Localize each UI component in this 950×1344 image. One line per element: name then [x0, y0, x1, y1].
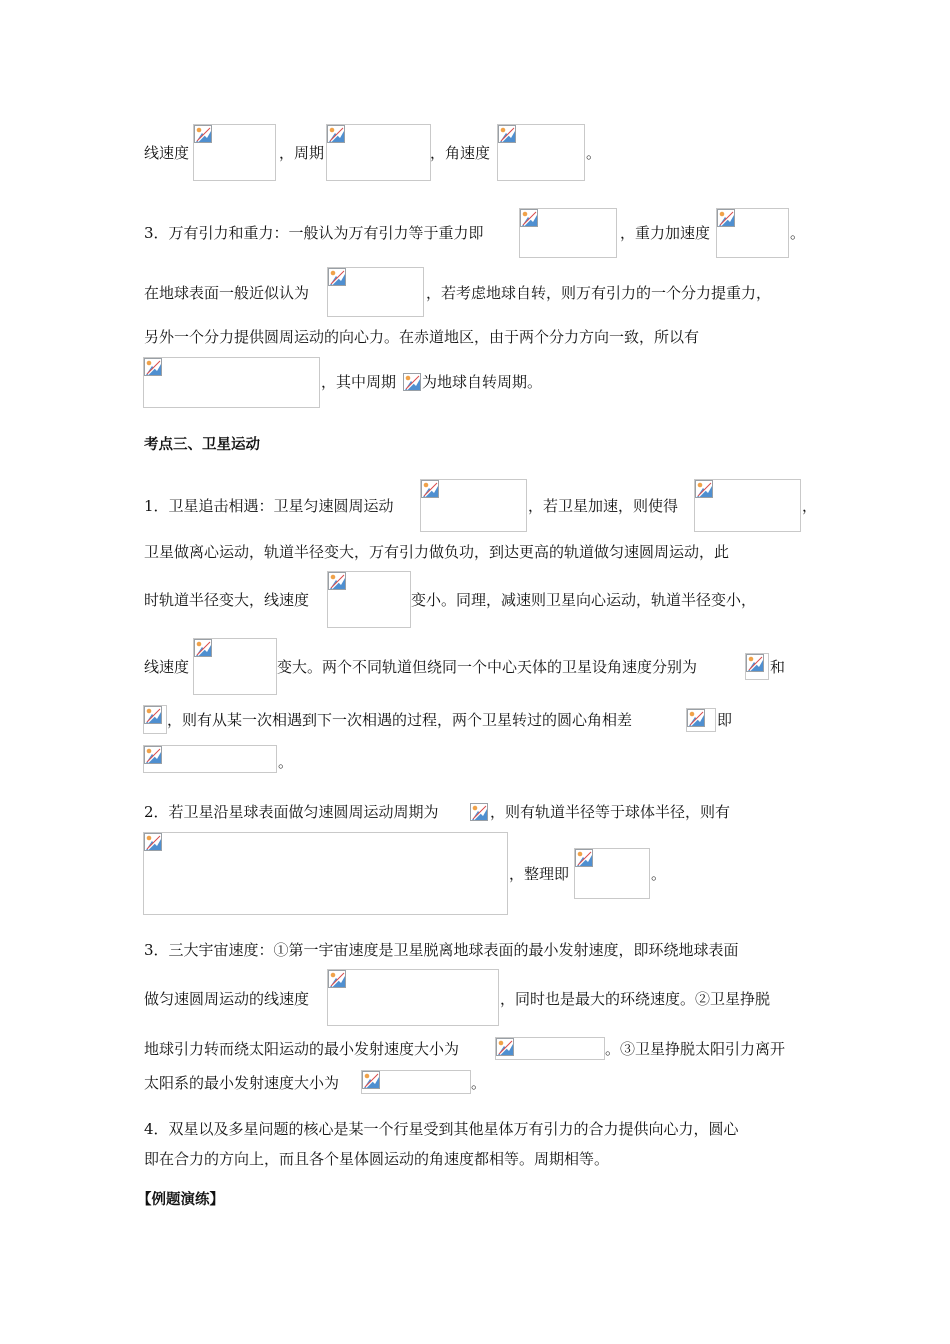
text-line: 线速度 [144, 144, 190, 162]
text-line: 。 [790, 224, 806, 242]
text-line: 另外一个分力提供圆周运动的向心力。在赤道地区，由于两个分力方向一致，所以有 [144, 328, 700, 346]
formula-image [716, 208, 789, 258]
text-line: 在地球表面一般近似认为 [144, 284, 310, 302]
broken-image-icon [746, 654, 764, 672]
formula-image [495, 1037, 605, 1060]
text-line: ，周期 [279, 144, 325, 162]
text-line: 线速度 [144, 658, 190, 676]
section-heading: 【例题演练】 [137, 1192, 224, 1208]
text-line: ，则有从某一次相遇到下一次相遇的过程，两个卫星转过的圆心角相差 [167, 711, 633, 729]
text-line: 。 [471, 1074, 487, 1092]
text-line: ， [802, 497, 818, 515]
text-line: 。 [278, 753, 294, 771]
text-line: 4．双星以及多星问题的核心是某一个行星受到其他星体万有引力的合力提供向心力，圆心 [144, 1120, 739, 1138]
broken-image-icon [328, 970, 346, 988]
broken-image-icon [362, 1071, 380, 1089]
formula-image [143, 832, 508, 915]
formula-image [326, 124, 431, 181]
formula-image [745, 653, 769, 680]
broken-image-icon [194, 125, 212, 143]
broken-image-icon [403, 373, 421, 391]
text-line: 为地球自转周期。 [422, 373, 543, 391]
text-line: ，重力加速度 [620, 224, 711, 242]
text-line: 地球引力转而绕太阳运动的最小发射速度大小为 [144, 1040, 460, 1058]
broken-image-icon [498, 125, 516, 143]
broken-image-icon [144, 833, 162, 851]
text-line: 。③卫星挣脱太阳引力离开 [605, 1040, 786, 1058]
broken-image-icon [328, 572, 346, 590]
broken-image-icon [496, 1038, 514, 1056]
broken-image-icon [470, 803, 488, 821]
broken-image-icon [687, 709, 705, 727]
text-line: ，角速度 [430, 144, 491, 162]
text-line: ，若考虑地球自转，则万有引力的一个分力提重力， [426, 284, 772, 302]
formula-image [694, 479, 801, 532]
text-line: 时轨道半径变大，线速度 [144, 591, 310, 609]
formula-image [574, 848, 650, 899]
text-line: 变小。同理，减速则卫星向心运动，轨道半径变小， [411, 591, 757, 609]
text-line: 2．若卫星沿星球表面做匀速圆周运动周期为 [144, 803, 439, 821]
formula-image [361, 1070, 471, 1094]
broken-image-icon [421, 480, 439, 498]
formula-image [327, 571, 411, 628]
broken-image-icon [327, 125, 345, 143]
formula-image [143, 357, 320, 408]
text-line: 变大。两个不同轨道但绕同一个中心天体的卫星设角速度分别为 [277, 658, 698, 676]
broken-image-icon [695, 480, 713, 498]
formula-image [193, 124, 276, 181]
broken-image-icon [144, 746, 162, 764]
formula-image [497, 124, 585, 181]
formula-image [420, 479, 527, 532]
text-line: 太阳系的最小发射速度大小为 [144, 1074, 340, 1092]
text-line: ，整理即 [509, 865, 570, 883]
broken-image-icon [194, 639, 212, 657]
text-line: ，同时也是最大的环绕速度。②卫星挣脱 [500, 990, 771, 1008]
text-line: 做匀速圆周运动的线速度 [144, 990, 310, 1008]
broken-image-icon [717, 209, 735, 227]
text-line: ，则有轨道半径等于球体半径，则有 [490, 803, 731, 821]
text-line: 3．万有引力和重力：一般认为万有引力等于重力即 [144, 224, 484, 242]
broken-image-icon [575, 849, 593, 867]
formula-image [327, 267, 424, 317]
formula-image [143, 745, 277, 773]
section-heading: 考点三、卫星运动 [144, 437, 260, 453]
text-line: 3．三大宇宙速度：①第一宇宙速度是卫星脱离地球表面的最小发射速度，即环绕地球表面 [144, 941, 739, 959]
text-line: ，若卫星加速，则使得 [528, 497, 679, 515]
broken-image-icon [144, 706, 162, 724]
text-line: 。 [586, 144, 602, 162]
text-line: 卫星做离心运动，轨道半径变大，万有引力做负功，到达更高的轨道做匀速圆周运动，此 [144, 543, 730, 561]
formula-image [143, 705, 167, 734]
text-line: 即在合力的方向上，而且各个星体圆运动的角速度都相等。周期相等。 [144, 1150, 610, 1168]
formula-image [519, 208, 617, 258]
text-line: 1．卫星追击相遇：卫星匀速圆周运动 [144, 497, 394, 515]
text-line: 和 [770, 658, 786, 676]
text-line: 。 [651, 865, 667, 883]
text-line: 即 [717, 711, 733, 729]
broken-image-icon [144, 358, 162, 376]
broken-image-icon [328, 268, 346, 286]
formula-image [686, 708, 716, 732]
formula-image [193, 638, 277, 695]
broken-image-icon [520, 209, 538, 227]
text-line: ，其中周期 [321, 373, 397, 391]
formula-image [327, 969, 499, 1026]
